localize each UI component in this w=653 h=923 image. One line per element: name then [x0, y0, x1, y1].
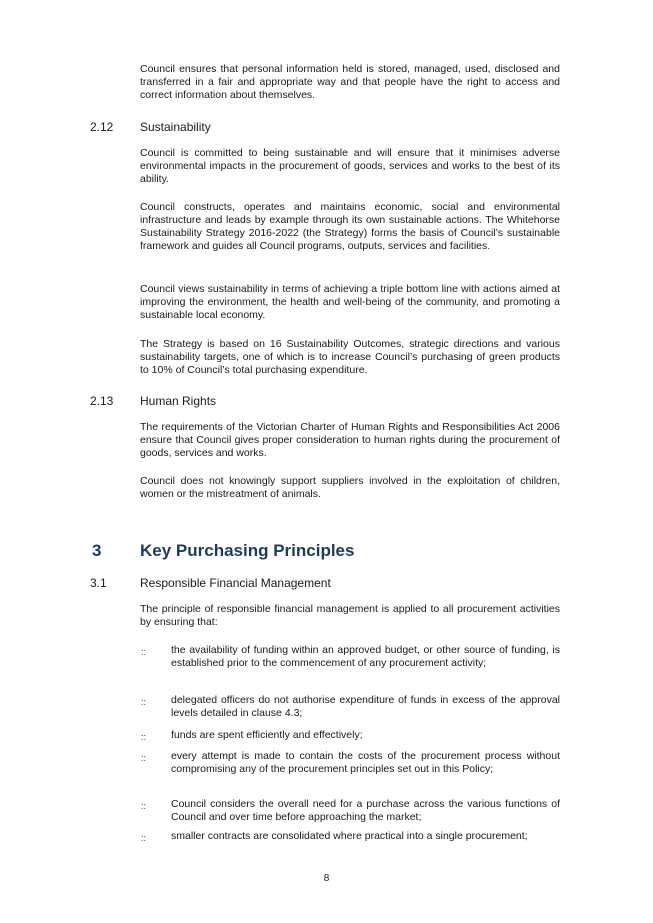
bullet-item-4: every attempt is made to contain the costs of the procurement process without compromising any of the procurement principles set out in this Policy;: [171, 750, 560, 775]
sustainability-paragraph-3: Council views sustainability in terms of achieving a triple bottom line with actions aimed at improving the environment, the health and well-being of the community, and promoting a sustainable local economy.: [140, 283, 560, 321]
human-rights-paragraph-1: The requirements of the Victorian Charter of Human Rights and Responsibilities Act 2006 ensure that Council gives proper consideration to human rights during the procurement of goods, services and works.: [140, 421, 560, 459]
section-3-1-title: Responsible Financial Management: [140, 576, 331, 590]
section-2-12-number: 2.12: [90, 120, 114, 134]
bullet-marker: ::: [141, 833, 147, 843]
section-3-1-number: 3.1: [90, 576, 107, 590]
section-2-13-number: 2.13: [90, 394, 114, 408]
section-2-13-title: Human Rights: [140, 394, 217, 408]
sustainability-paragraph-4: The Strategy is based on 16 Sustainability Outcomes, strategic directions and various sustainability targets, one of which is to increase Council’s purchasing of green products to 10% of Council’s total purchasing expenditure.: [140, 338, 560, 376]
sustainability-paragraph-1: Council is committed to being sustainable and will ensure that it minimises adverse environmental impacts in the procurement of goods, services and works to the best of its ability.: [140, 147, 560, 185]
bullet-marker: ::: [141, 753, 147, 763]
sustainability-paragraph-2: Council constructs, operates and maintains economic, social and environmental infrastructure and leads by example through its own sustainable actions. The Whitehorse Sustainability Strategy 2016-2022 (the Strategy) forms the basis of Council’s sustainable framework and guides all Council programs, outputs, services and facilities.: [140, 201, 560, 252]
intro-paragraph: Council ensures that personal information held is stored, managed, used, disclosed and transferred in a fair and appropriate way and that people have the right to access and correct information about themselves.: [140, 63, 560, 101]
bullet-item-5: Council considers the overall need for a purchase across the various functions of Council and over time before approaching the market;: [171, 798, 560, 823]
section-3-number: 3: [92, 541, 102, 560]
page-number: 8: [323, 873, 330, 884]
section-2-12-title: Sustainability: [140, 120, 211, 134]
bullet-marker: ::: [141, 647, 147, 657]
bullet-marker: ::: [141, 697, 147, 707]
bullet-item-1: the availability of funding within an approved budget, or other source of funding, is established prior to the commencement of any procurement activity;: [171, 644, 560, 669]
section-3-title: Key Purchasing Principles: [140, 541, 355, 560]
human-rights-paragraph-2: Council does not knowingly support suppliers involved in the exploitation of children, women or the mistreatment of animals.: [140, 475, 560, 500]
bullet-marker: ::: [141, 732, 147, 742]
bullet-marker: ::: [141, 801, 147, 811]
bullet-item-6: smaller contracts are consolidated where practical into a single procurement;: [171, 830, 528, 842]
bullet-item-3: funds are spent efficiently and effectively;: [171, 729, 363, 741]
financial-management-intro: The principle of responsible financial management is applied to all procurement activities by ensuring that:: [140, 603, 560, 628]
bullet-item-2: delegated officers do not authorise expenditure of funds in excess of the approval levels detailed in clause 4.3;: [171, 694, 560, 719]
